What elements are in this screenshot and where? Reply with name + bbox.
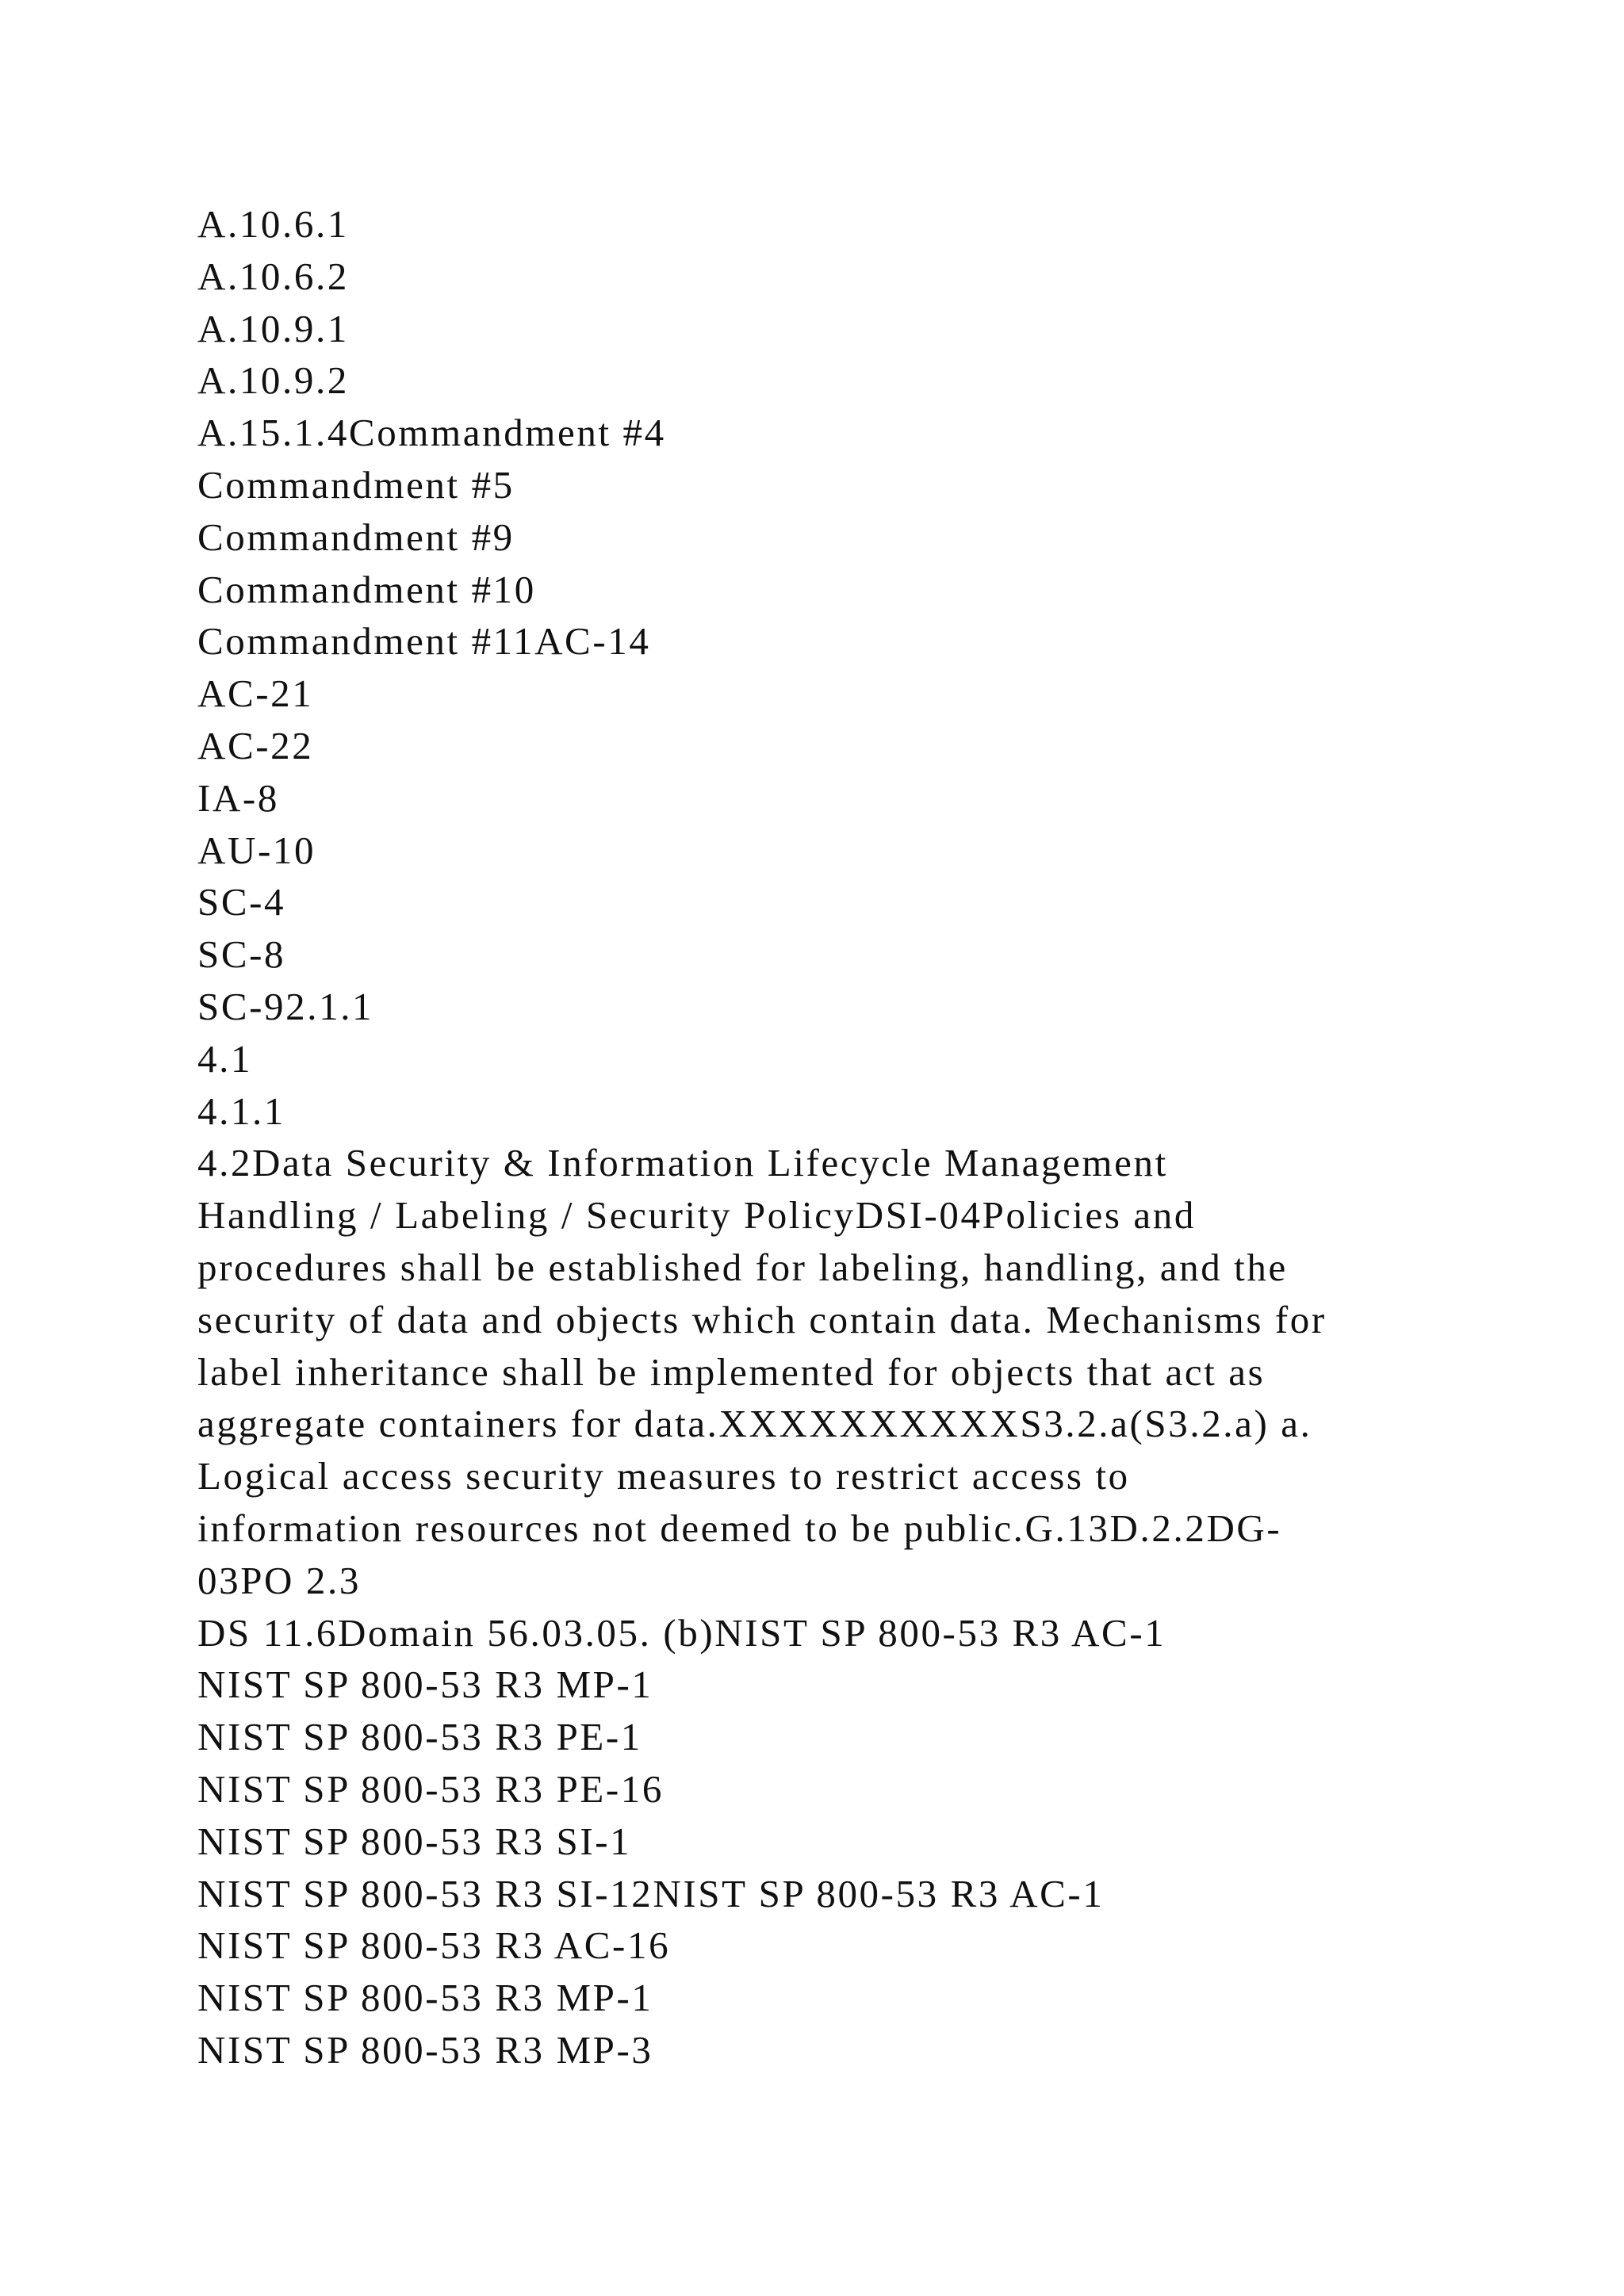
document-body xyxy=(197,198,1482,2076)
text-line: A.15.1.4Commandment #4 xyxy=(197,411,666,455)
text-line: Commandment #10 xyxy=(197,567,536,611)
text-line: NIST SP 800-53 R3 SI-12NIST SP 800-53 R3 AC-1 xyxy=(197,1871,1105,1915)
text-line: Commandment #9 xyxy=(197,515,515,559)
text-line: AU-10 xyxy=(197,828,316,872)
text-line: IA-8 xyxy=(197,775,279,820)
text-line: 4.2Data Security & Information Lifecycle Management xyxy=(197,1141,1168,1185)
text-line: A.10.6.2 xyxy=(197,254,349,298)
text-line: AC-22 xyxy=(197,723,314,767)
text-line: NIST SP 800-53 R3 MP-3 xyxy=(197,2027,653,2072)
text-line: NIST SP 800-53 R3 PE-16 xyxy=(197,1766,664,1811)
text-line: NIST SP 800-53 R3 AC-16 xyxy=(197,1923,671,1968)
text-line: NIST SP 800-53 R3 MP-1 xyxy=(197,1976,653,2020)
text-line: AC-21 xyxy=(197,672,314,716)
text-line: NIST SP 800-53 R3 MP-1 xyxy=(197,1663,653,1707)
text-line: 4.1 xyxy=(197,1036,253,1081)
text-line: 03PO 2.3 xyxy=(197,1558,361,1602)
text-line: A.10.9.2 xyxy=(197,358,349,403)
text-line: Commandment #11AC-14 xyxy=(197,619,651,664)
text-line: A.10.6.1 xyxy=(197,202,349,246)
text-line: label inheritance shall be implemented for objects that act as xyxy=(197,1349,1266,1394)
text-line: procedures shall be established for labeling, handling, and the xyxy=(197,1245,1288,1289)
text-line: DS 11.6Domain 56.03.05. (b)NIST SP 800-53 R3 AC-1 xyxy=(197,1610,1166,1655)
text-line: SC-92.1.1 xyxy=(197,984,374,1028)
text-line: aggregate containers for data.XXXXXXXXXXS3.2.a(S3.2.a) a. xyxy=(197,1402,1312,1446)
text-line: 4.1.1 xyxy=(197,1089,285,1133)
text-line: NIST SP 800-53 R3 SI-1 xyxy=(197,1819,632,1863)
text-line: SC-8 xyxy=(197,932,286,977)
text-line: SC-4 xyxy=(197,880,286,924)
text-line: Commandment #5 xyxy=(197,462,515,507)
text-line: information resources not deemed to be public.G.13D.2.2DG- xyxy=(197,1506,1282,1550)
text-line: security of data and objects which contain data. Mechanisms for xyxy=(197,1297,1327,1341)
text-line: A.10.9.1 xyxy=(197,306,349,350)
text-line: Logical access security measures to restrict access to xyxy=(197,1454,1130,1498)
text-line: NIST SP 800-53 R3 PE-1 xyxy=(197,1715,642,1759)
text-line: Handling / Labeling / Security PolicyDSI-04Policies and xyxy=(197,1193,1196,1238)
